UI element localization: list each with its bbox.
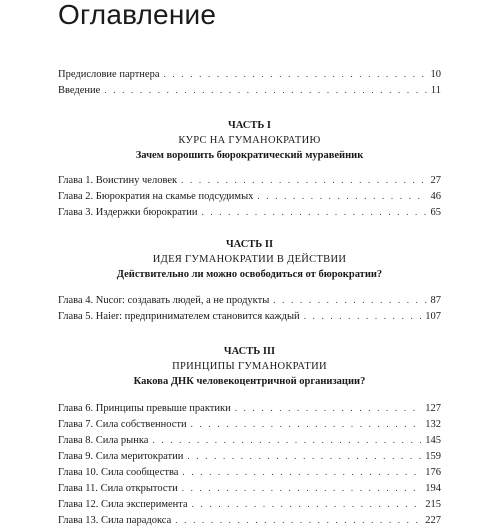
toc-entry-page: 87 [430,295,441,306]
toc-entry-label: Введение [58,85,101,96]
dot-leader [235,400,422,416]
toc-entry-introduction[interactable] [58,82,441,98]
part-subtitle: Какова ДНК человекоцентричной организации? [133,376,366,387]
front-matter-list [58,66,441,98]
toc-entry-page: 159 [425,451,441,462]
toc-entry-chapter-9[interactable] [58,448,441,464]
toc-entry-label: Глава 10. Сила сообщества [58,467,179,478]
toc-entry-chapter-4[interactable] [58,292,441,308]
toc-entry-label: Глава 2. Бюрократия на скамье подсудимых [58,191,254,202]
part-number: ЧАСТЬ III [223,346,276,357]
toc-entry-label: Глава 6. Принципы превыше практики [58,403,231,414]
toc-entry-chapter-6[interactable] [58,400,441,416]
toc-entry-chapter-7[interactable] [58,416,441,432]
part-subtitle: Действительно ли можно освободиться от бюрократии? [116,269,383,280]
dot-leader [187,448,421,464]
part-subtitle: Зачем ворошить бюрократический муравейник [135,150,364,161]
toc-entry-label: Глава 9. Сила меритократии [58,451,184,462]
part-2-heading [58,238,441,282]
dot-leader [273,292,426,308]
toc-entry-label: Глава 12. Сила эксперимента [58,499,188,510]
dot-leader [181,172,426,188]
part-3-heading [58,345,441,389]
toc-entry-page: 27 [430,175,441,186]
dot-leader [182,464,421,480]
toc-entry-foreword[interactable] [58,66,441,82]
toc-entry-label: Глава 4. Nucor: создавать людей, а не продукты [58,295,270,306]
toc-entry-page: 194 [425,483,441,494]
toc-entry-page: 176 [425,467,441,478]
toc-entry-label: Предисловие партнера [58,69,160,80]
toc-entry-label: Глава 7. Сила собственности [58,419,187,430]
toc-entry-page: 46 [430,191,441,202]
dot-leader [164,66,427,82]
part-3-chapter-list [58,400,441,528]
part-2-chapter-list [58,292,441,324]
toc-entry-page: 132 [425,419,441,430]
dot-leader [191,416,422,432]
toc-entry-page: 215 [425,499,441,510]
part-title: ИДЕЯ ГУМАНОКРАТИИ В ДЕЙСТВИИ [152,254,347,265]
toc-entry-label: Глава 11. Сила открытости [58,483,178,494]
toc-entry-label: Глава 8. Сила рынка [58,435,149,446]
toc-entry-chapter-1[interactable] [58,172,441,188]
part-1-chapter-list [58,172,441,220]
toc-entry-chapter-3[interactable] [58,204,441,220]
dot-leader [257,188,426,204]
toc-entry-page: 65 [430,207,441,218]
toc-entry-chapter-11[interactable] [58,480,441,496]
toc-entry-chapter-12[interactable] [58,496,441,512]
dot-leader [175,512,421,528]
toc-entry-page: 10 [430,69,441,80]
part-number: ЧАСТЬ II [225,239,274,250]
page-title: Оглавление [58,0,217,30]
toc-entry-page: 227 [425,515,441,526]
toc-entry-chapter-10[interactable] [58,464,441,480]
dot-leader [104,82,427,98]
dot-leader [192,496,422,512]
toc-entry-label: Глава 3. Издержки бюрократии [58,207,198,218]
dot-leader [152,432,421,448]
toc-entry-page: 11 [430,85,441,96]
toc-entry-label: Глава 5. Haier: предпринимателем становится каждый [58,311,300,322]
toc-entry-chapter-13[interactable] [58,512,441,528]
toc-entry-chapter-8[interactable] [58,432,441,448]
part-number: ЧАСТЬ I [227,120,271,131]
part-title: КУРС НА ГУМАНОКРАТИЮ [178,135,321,146]
toc-entry-label: Глава 1. Воистину человек [58,175,178,186]
toc-entry-page: 145 [425,435,441,446]
dot-leader [201,204,426,220]
dot-leader [304,308,422,324]
part-title: ПРИНЦИПЫ ГУМАНОКРАТИИ [172,361,327,372]
part-1-heading [58,119,441,163]
toc-entry-chapter-5[interactable] [58,308,441,324]
dot-leader [182,480,422,496]
toc-entry-page: 127 [425,403,441,414]
toc-entry-chapter-2[interactable] [58,188,441,204]
toc-entry-label: Глава 13. Сила парадокса [58,515,172,526]
toc-entry-page: 107 [425,311,441,322]
